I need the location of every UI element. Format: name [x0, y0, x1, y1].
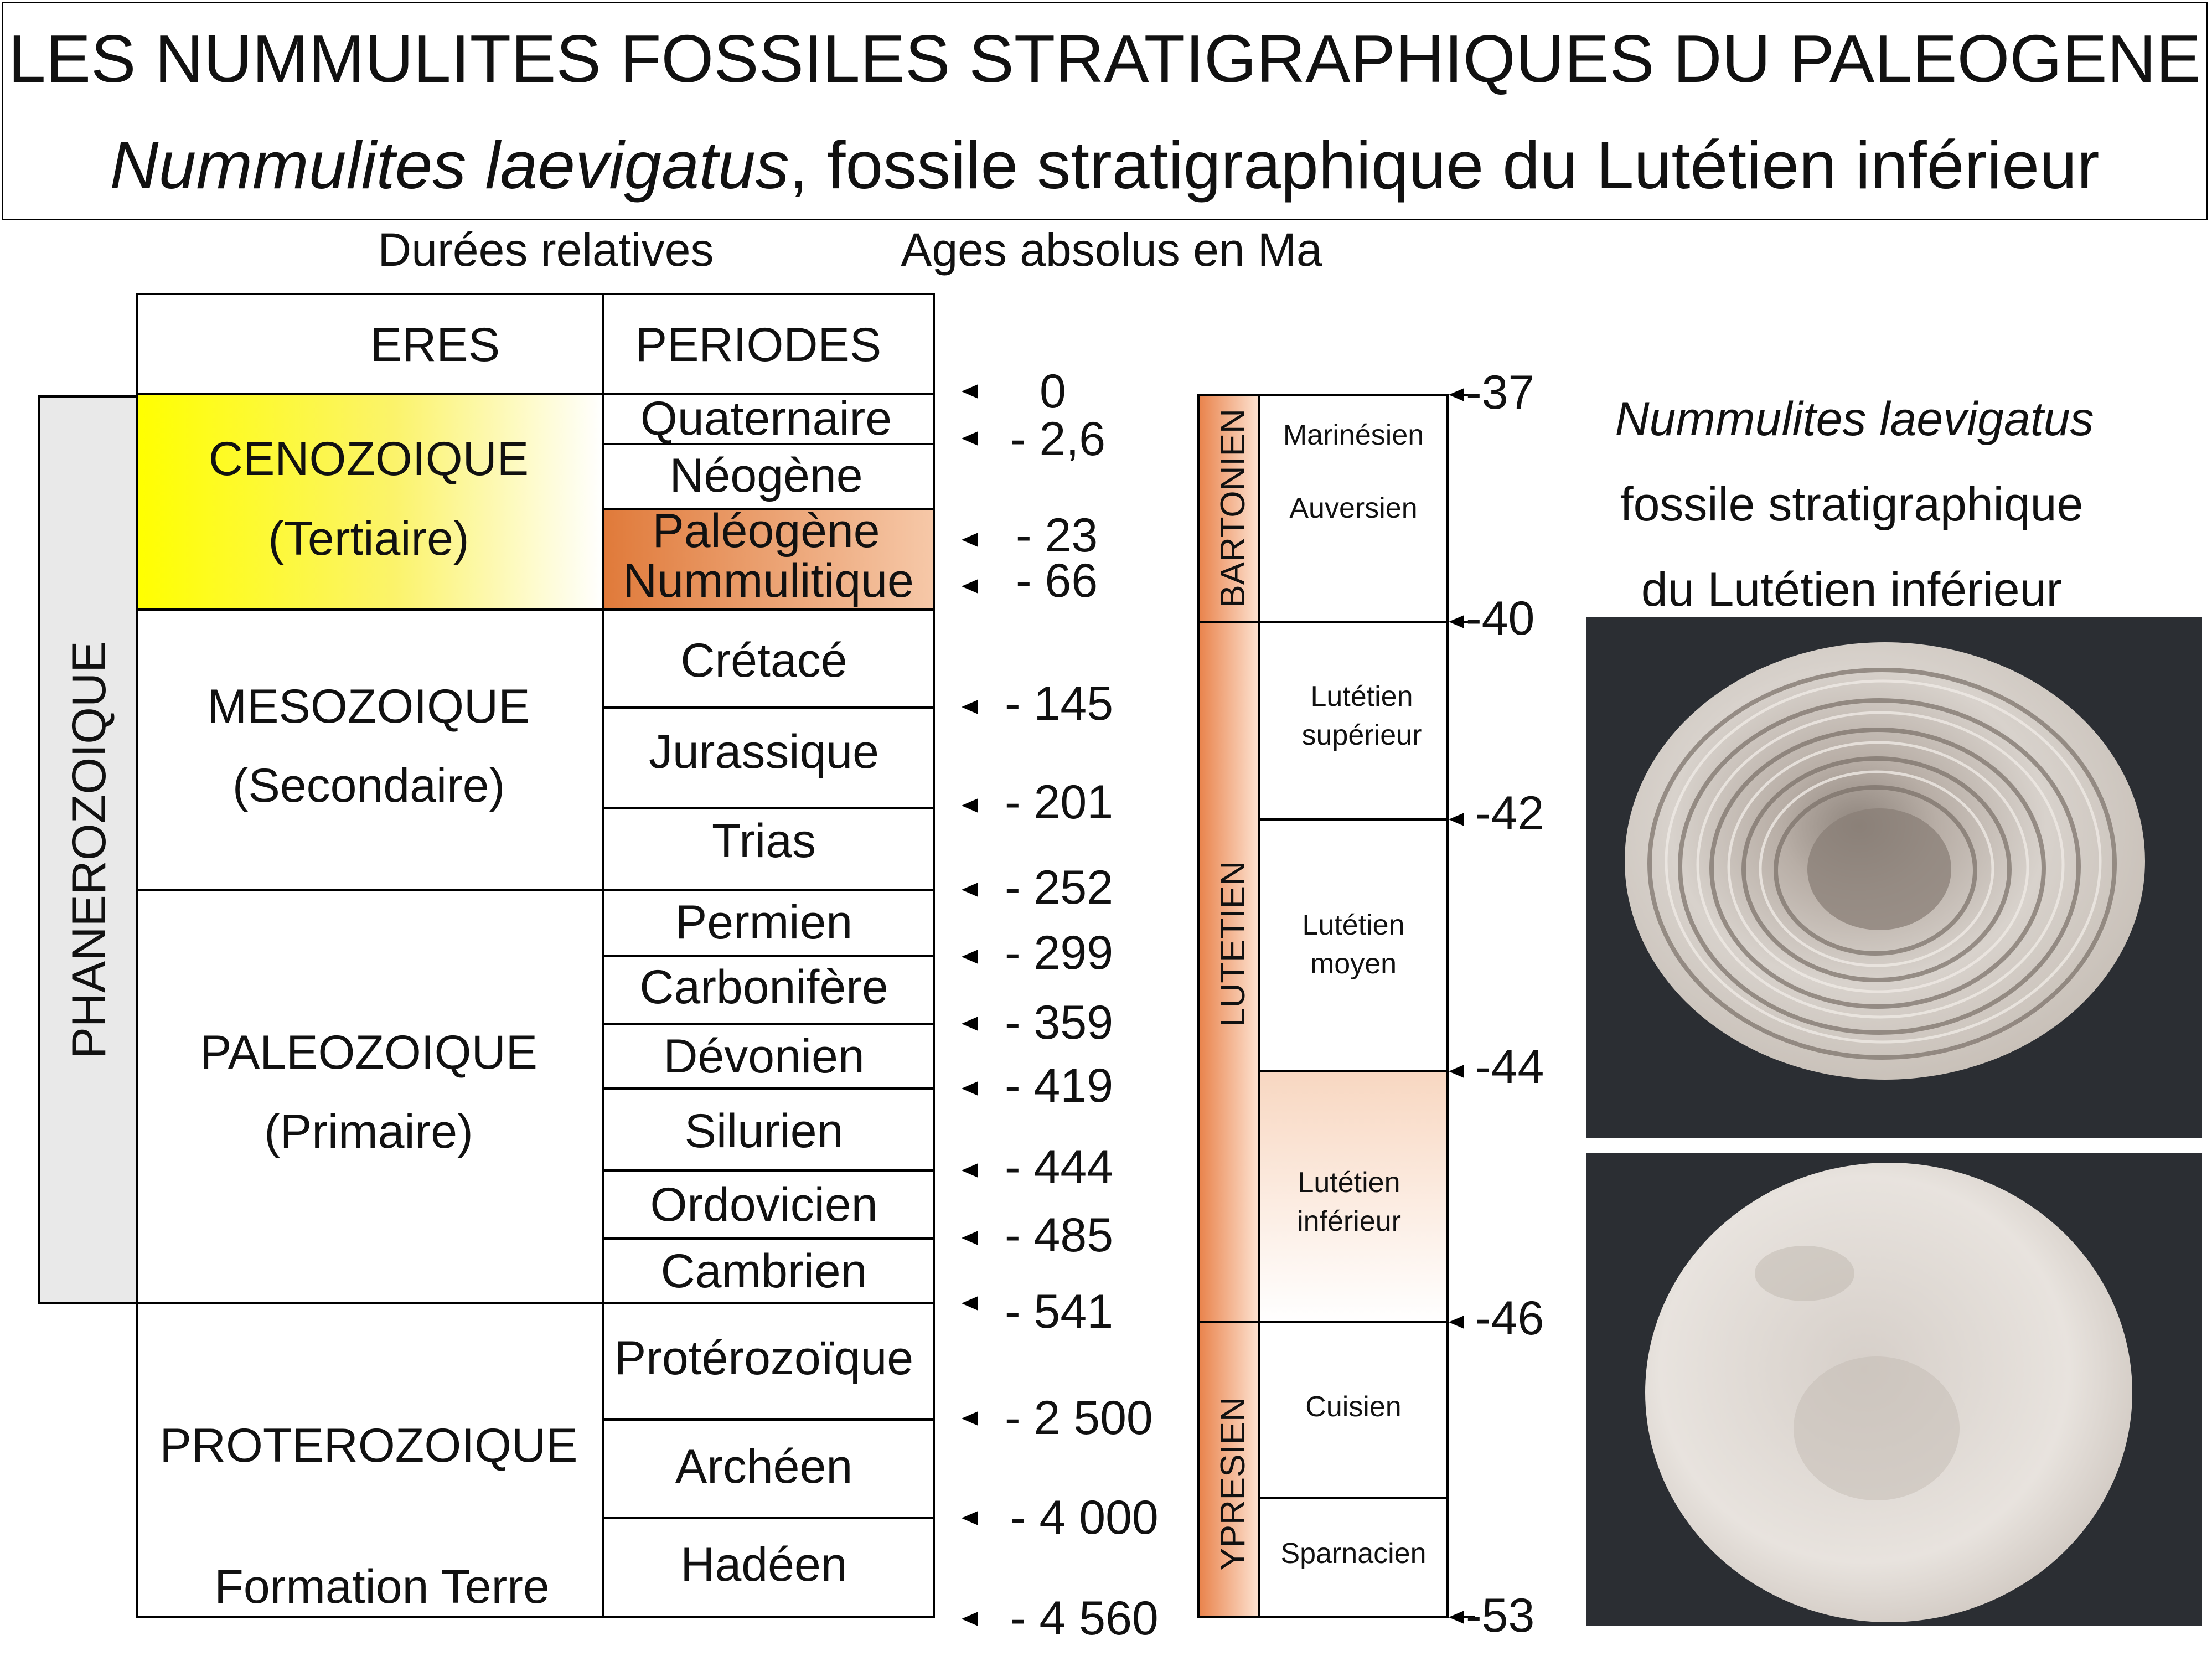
- substage-label: Sparnacien: [1280, 1538, 1427, 1570]
- age-label: - 485: [1005, 1209, 1114, 1262]
- age-label: - 419: [1005, 1059, 1114, 1112]
- period-label: Hadéen: [680, 1538, 847, 1591]
- substage-label: Cuisien: [1305, 1391, 1402, 1423]
- substage-label-line2: supérieur: [1301, 719, 1422, 751]
- periodes-header: PERIODES: [635, 318, 882, 372]
- stage-label: BARTONIEN: [1214, 409, 1252, 608]
- stage-label: LUTETIEN: [1214, 861, 1252, 1027]
- fossil-photo-section: [1586, 617, 2202, 1138]
- eocene-age-label: -40: [1466, 592, 1535, 645]
- period-label: Dévonien: [663, 1030, 865, 1083]
- period-label: Trias: [712, 814, 816, 868]
- eocene-age-label: -44: [1475, 1040, 1544, 1093]
- period-label: Jurassique: [649, 725, 879, 778]
- page-title: LES NUMMULITES FOSSILES STRATIGRAPHIQUES DU PALEOGENE: [8, 21, 2201, 96]
- age-label: - 2 500: [1005, 1391, 1153, 1445]
- period-label: Archéen: [675, 1440, 853, 1493]
- substage-lutetien-moyen: [1259, 819, 1448, 1071]
- era-cenozoique: [137, 394, 603, 610]
- era-sub: (Tertiaire): [268, 512, 469, 565]
- period-label: Silurien: [684, 1105, 844, 1158]
- era-name: MESOZOIQUE: [207, 680, 530, 733]
- period-label: Néogène: [669, 449, 863, 502]
- age-label: - 4 560: [1010, 1592, 1159, 1645]
- period-label: Crétacé: [680, 634, 847, 687]
- period-label: Carbonifère: [639, 961, 888, 1014]
- substage-label: Auversien: [1289, 492, 1418, 524]
- age-markers: [962, 365, 1159, 1645]
- eocene-age-label: -37: [1466, 366, 1535, 419]
- age-label: - 201: [1005, 776, 1114, 829]
- fossil-photo-surface: [1586, 1153, 2202, 1626]
- era-name: CENOZOIQUE: [208, 432, 529, 486]
- stage-label: YPRESIEN: [1214, 1397, 1252, 1571]
- caption-species: Nummulites laevigatus: [1615, 393, 2094, 446]
- period-label: Quaternaire: [640, 392, 892, 445]
- substage-label-line2: inférieur: [1297, 1205, 1401, 1237]
- age-label: - 252: [1005, 861, 1114, 914]
- header-absolute: Ages absolus en Ma: [901, 224, 1322, 276]
- period-sublabel: Nummulitique: [623, 554, 914, 607]
- age-label: - 541: [1005, 1285, 1114, 1338]
- eocene-age-label: -42: [1475, 787, 1544, 840]
- substage-label-line1: Lutétien: [1298, 1167, 1400, 1199]
- era-sub: Formation Terre: [214, 1560, 550, 1613]
- age-label: - 359: [1005, 996, 1114, 1049]
- era-paleozoique: [137, 890, 603, 1303]
- era-sub: (Secondaire): [232, 759, 505, 812]
- age-label: - 299: [1005, 926, 1114, 979]
- period-label: Permien: [675, 896, 853, 949]
- period-label: Paléogène: [652, 504, 880, 558]
- age-label: - 2,6: [1010, 412, 1106, 466]
- eocene-age-label: -53: [1466, 1589, 1535, 1642]
- caption-line3: du Lutétien inférieur: [1641, 563, 2063, 616]
- era-name: PROTEROZOIQUE: [159, 1419, 578, 1472]
- caption-line2: fossile stratigraphique: [1620, 478, 2084, 531]
- era-name: PALEOZOIQUE: [199, 1026, 538, 1079]
- age-label: 0: [1040, 365, 1066, 418]
- era-mesozoique: [137, 610, 603, 890]
- period-label: Cambrien: [660, 1245, 867, 1298]
- age-label: - 4 000: [1010, 1491, 1159, 1544]
- age-label: - 444: [1005, 1141, 1114, 1194]
- age-label: - 66: [1016, 554, 1098, 607]
- eocene-age-label: -46: [1475, 1292, 1544, 1345]
- substage-label: Marinésien: [1283, 419, 1424, 451]
- eocene-stage-column: [1198, 366, 1544, 1642]
- substage-label-line1: Lutétien: [1310, 680, 1413, 713]
- era-sub: (Primaire): [264, 1105, 473, 1158]
- subtitle-rest: , fossile stratigraphique du Lutétien inférieur: [789, 127, 2100, 203]
- header-relative: Durées relatives: [378, 224, 714, 276]
- period-label: Protérozoïque: [614, 1332, 914, 1385]
- substage-label-line2: moyen: [1310, 948, 1397, 980]
- eon-label: PHANEROZOIQUE: [63, 641, 116, 1059]
- age-label: - 145: [1005, 677, 1114, 730]
- age-label: - 23: [1016, 509, 1098, 562]
- eres-header: ERES: [370, 318, 500, 372]
- period-label: Ordovicien: [650, 1178, 878, 1231]
- substage-label-line1: Lutétien: [1302, 909, 1405, 941]
- subtitle-species: Nummulites laevigatus: [110, 127, 789, 203]
